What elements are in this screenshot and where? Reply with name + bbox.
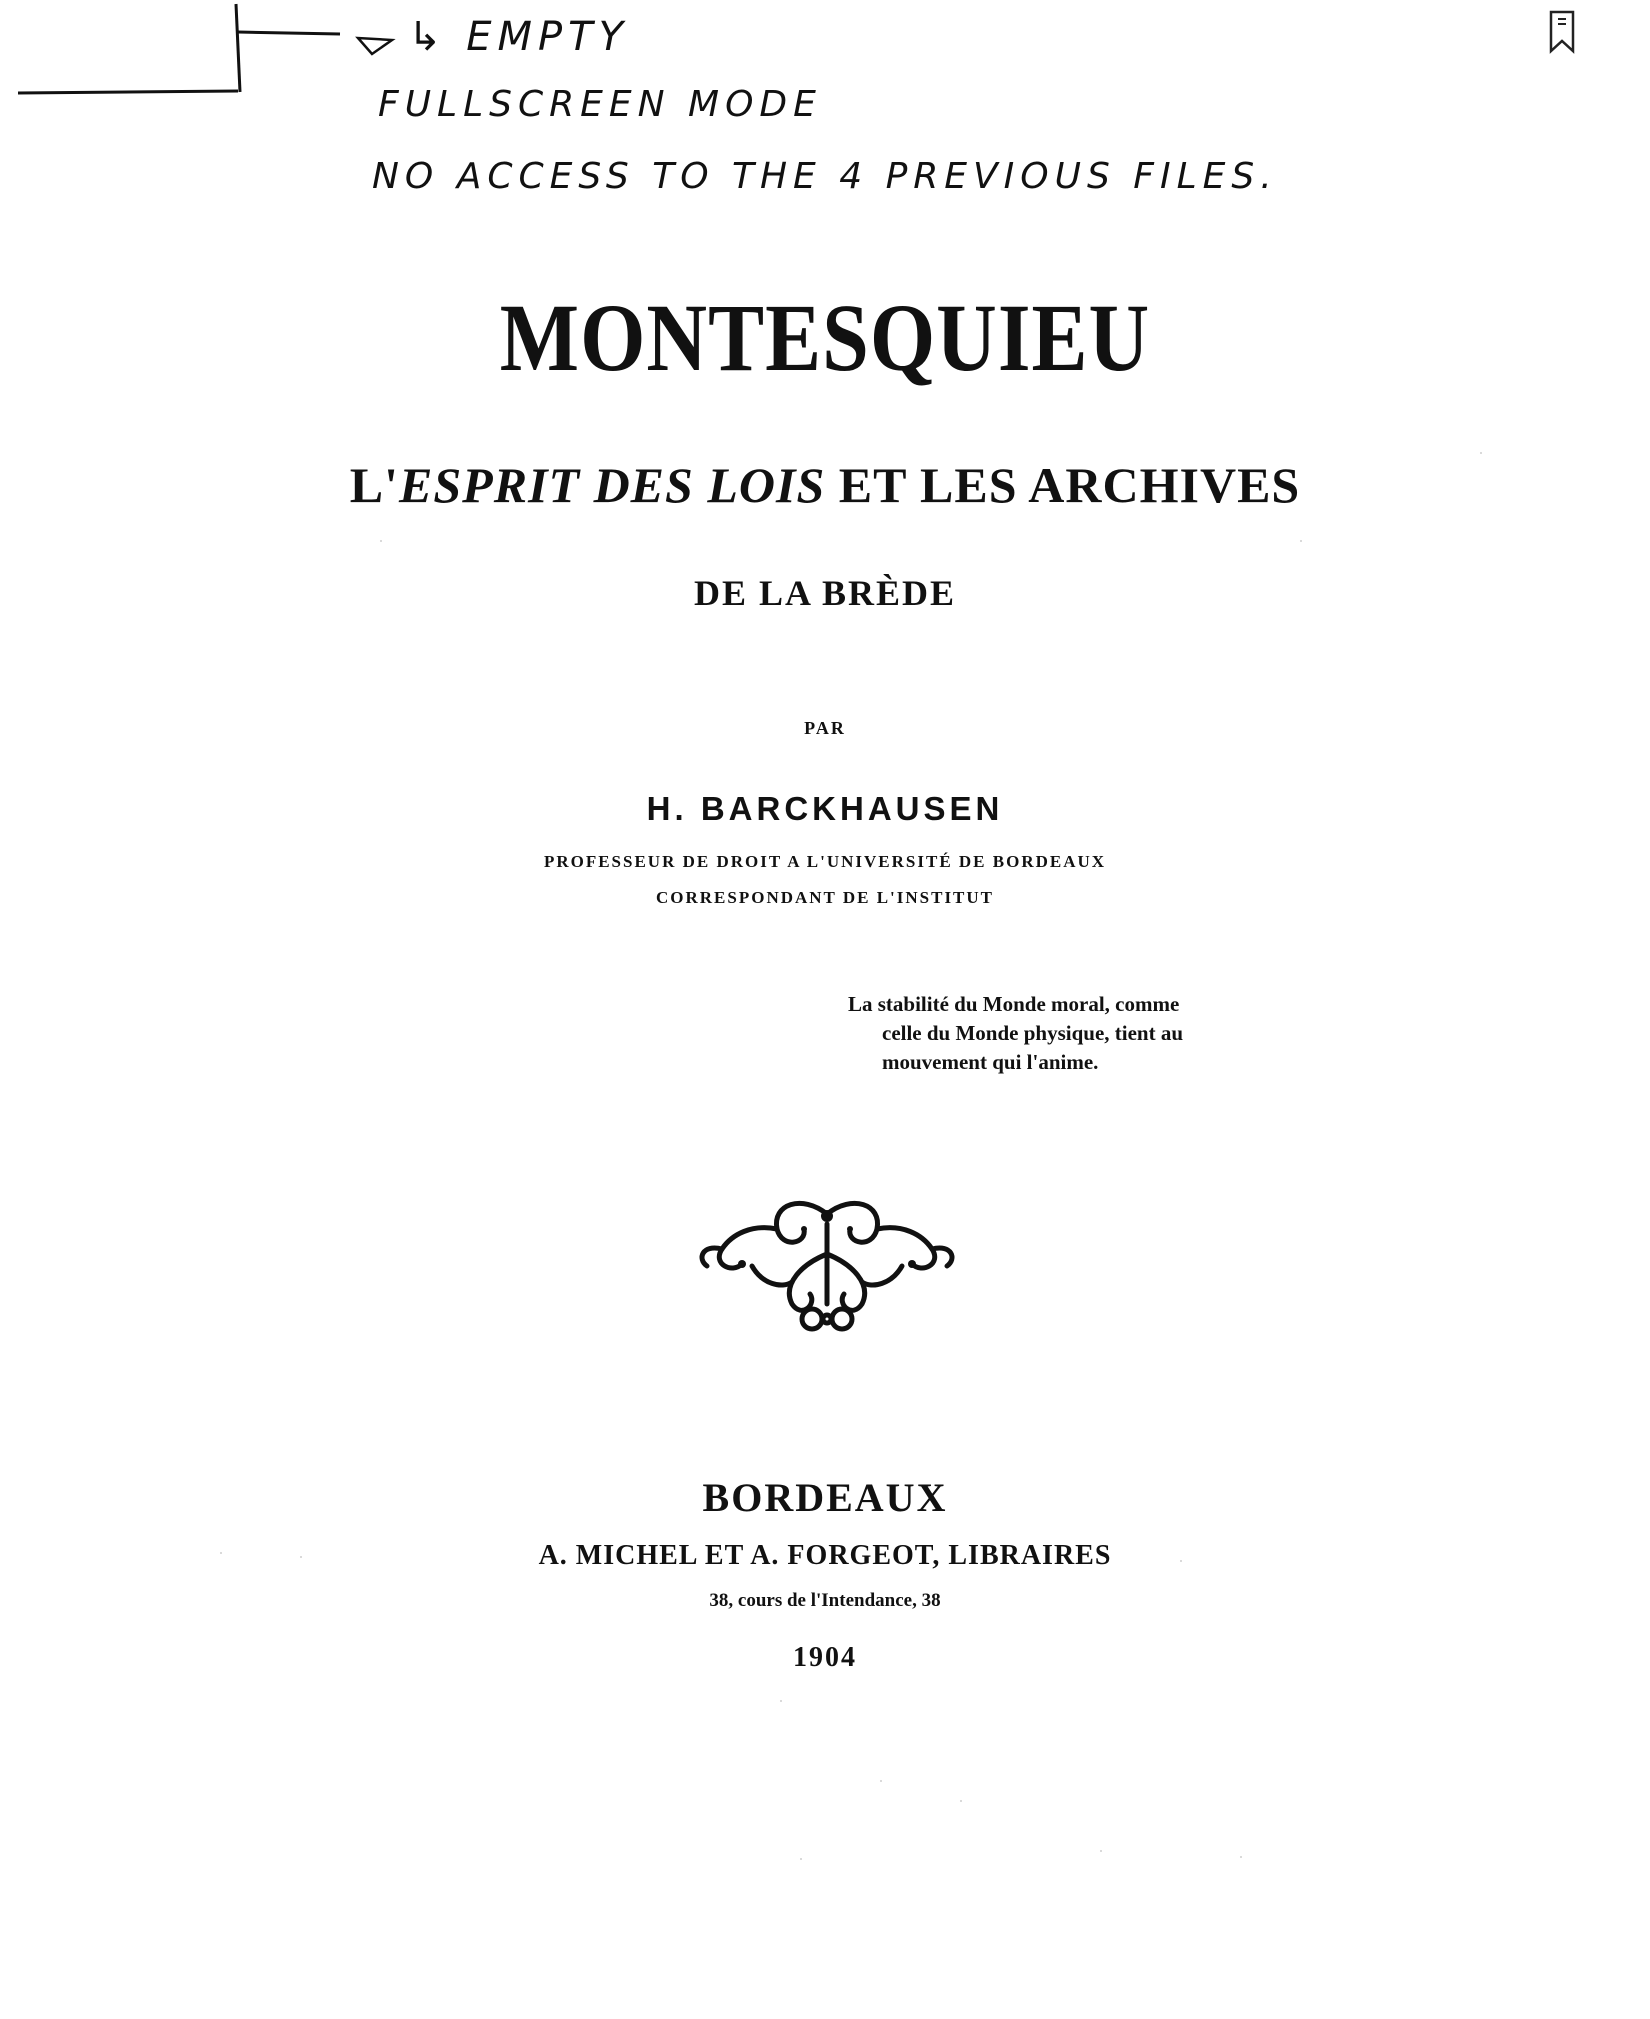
publisher: A. MICHEL ET A. FORGEOT, LIBRAIRES [538, 1540, 1112, 1571]
scan-speck [780, 1700, 782, 1702]
scan-speck [220, 1552, 222, 1554]
scan-speck [300, 1556, 302, 1558]
epigraph-line: mouvement qui l'anime. [882, 1050, 1099, 1074]
annotation-empty: ↳ EMPTY [408, 14, 630, 60]
author-role: PROFESSEUR DE DROIT A L'UNIVERSITÉ DE BORDEAUX [543, 852, 1107, 871]
publication-year: 1904 [793, 1642, 857, 1673]
scan-speck [380, 540, 382, 542]
author-affiliation: CORRESPONDANT DE L'INSTITUT [655, 888, 995, 907]
book-subtitle-line2: DE LA BRÈDE [693, 573, 957, 613]
author-name: H. BARCKHAUSEN [646, 790, 1004, 827]
subtitle-prefix: L' [349, 457, 400, 513]
scan-speck [1100, 1850, 1102, 1852]
subtitle-rest: ET LES ARCHIVES [825, 457, 1301, 513]
scan-speck [880, 1780, 882, 1782]
subtitle-italic: ESPRIT DES LOIS [399, 457, 826, 513]
epigraph [848, 990, 1238, 1077]
scan-speck [1300, 540, 1302, 542]
fleuron-ornament [692, 1194, 962, 1334]
book-subtitle [0, 456, 1650, 514]
epigraph-line: celle du Monde physique, tient au [882, 1021, 1184, 1045]
bookmark-icon[interactable] [1548, 10, 1576, 54]
by-label: PAR [804, 718, 846, 738]
scan-speck [800, 1858, 802, 1860]
publication-city: BORDEAUX [702, 1475, 948, 1520]
scan-speck [960, 1800, 962, 1802]
annotation-fullscreen-mode: FULLSCREEN MODE [378, 84, 822, 125]
book-title: MONTESQUIEU [499, 285, 1151, 392]
annotation-no-access: NO ACCESS TO THE 4 PREVIOUS FILES. [372, 156, 1278, 197]
scan-speck [1240, 1856, 1242, 1858]
epigraph-line: La stabilité du Monde moral, comme [848, 992, 1180, 1016]
scan-speck [1480, 452, 1482, 454]
scan-speck [1180, 1560, 1182, 1562]
publisher-address: 38, cours de l'Intendance, 38 [709, 1590, 941, 1611]
